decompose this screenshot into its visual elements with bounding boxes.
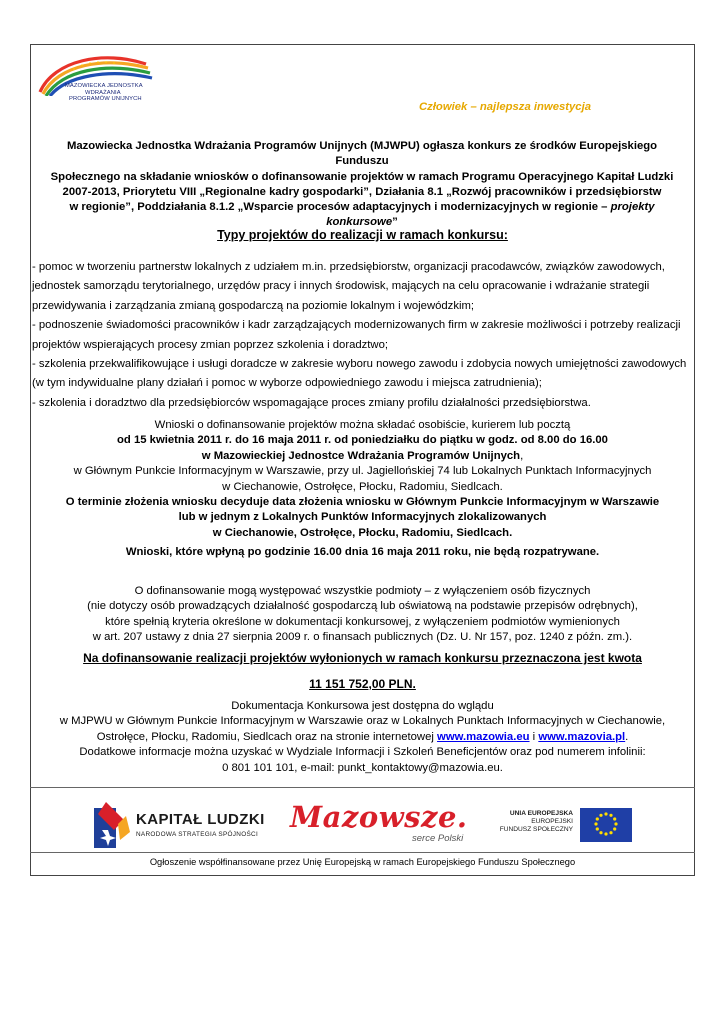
documentation-text: Ostrołęce, Płocku, Radomiu, Siedlcach oraz na stronie internetowej [96, 730, 438, 743]
eligibility-info [30, 584, 695, 646]
documentation-line: w MJPWU w Głównym Punkcie Informacyjnym w Warszawie oraz w Lokalnych Punktach Informacyjnych w Ciechanowie, [59, 715, 666, 728]
documentation-info [30, 699, 695, 776]
list-item: projektów wspierających procesy zmian poprzez szkolenia i doradztwo; [32, 338, 389, 351]
eu-line: FUNDUSZ SPOŁECZNY [499, 826, 573, 833]
kl-subtitle: NARODOWA STRATEGIA SPÓJNOŚCI [136, 831, 259, 838]
intro-announcement [42, 139, 682, 231]
submission-dates: od 15 kwietnia 2011 r. do 16 maja 2011 r. od poniedziałku do piątku w godz. od 8.00 do 16.00 [117, 434, 608, 447]
deadline-note: Wnioski, które wpłyną po godzinie 16.00 dnia 16 maja 2011 roku, nie będą rozpatrywane. [125, 546, 600, 558]
eligibility-line: które spełnią kryteria określone w dokumentacji konkursowej, z wyłączeniem podmiotów wymienionych [105, 615, 620, 628]
submission-line: w Ciechanowie, Ostrołęce, Płocku, Radomiu, Siedlcach. [212, 526, 513, 539]
logo-text [65, 83, 143, 103]
types-title: Typy projektów do realizacji w ramach konkursu: [217, 228, 508, 242]
eu-line: EUROPEJSKI [531, 818, 573, 825]
kapital-ludzki-logo [92, 800, 267, 852]
funding-line: Na dofinansowanie realizacji projektów wyłonionych w ramach konkursu przeznaczona jest kwota [83, 651, 642, 665]
kl-emblem-icon [92, 800, 132, 850]
eu-stars-icon [580, 808, 632, 842]
footer-separator [30, 787, 695, 788]
logo-line: WDRAŻANIA [85, 89, 121, 96]
intro-line: Społecznego na składanie wniosków o dofinansowanie projektów w ramach Programu Operacyjnego Kapitał Ludzki [50, 170, 674, 183]
eu-line: UNIA EUROPEJSKA [509, 810, 573, 817]
intro-line: Mazowiecka Jednostka Wdrażania Programów Unijnych (MJWPU) ogłasza konkurs ze środków Europejskiego Funduszu [66, 140, 658, 168]
eu-logo [493, 806, 633, 844]
mazowsze-title: Mazowsze. [290, 800, 468, 834]
eligibility-line: O dofinansowanie mogą występować wszystkie podmioty – z wyłączeniem osób fizycznych [134, 585, 591, 597]
documentation-text: i [529, 730, 539, 743]
types-list [32, 258, 692, 413]
mazowsze-subtitle: serce Polski [412, 833, 464, 844]
mjwpu-logo [34, 52, 154, 112]
eu-flag-icon [580, 808, 632, 842]
eu-text [493, 810, 573, 834]
mazowsze-logo [286, 800, 476, 850]
list-item: przewidywania i zarządzania zmianą gospodarczą na poziomie lokalnym i wojewódzkim; [32, 299, 475, 312]
submission-line: w Ciechanowie, Ostrołęce, Płocku, Radomiu, Siedlcach. [222, 480, 503, 493]
intro-italic: projekty [610, 201, 655, 214]
footer-note: Ogłoszenie współfinansowane przez Unię Europejską w ramach Europejskiego Funduszu Społecznego [149, 857, 576, 867]
documentation-text: . [625, 730, 629, 743]
list-item: - podnoszenie świadomości pracowników i kadr zarządzających modernizowanych firm w zakresie możliwości i potrzeby realizacji [32, 319, 681, 332]
slogan: Człowiek – najlepsza inwestycja [418, 101, 592, 113]
logo-line: PROGRAMÓW UNIJNYCH [69, 96, 142, 103]
list-item: - pomoc w tworzeniu partnerstw lokalnych z udziałem m.in. przedsiębiorstw, organizacji pracodawców, związków zawodowych, [32, 261, 665, 273]
kl-title: KAPITAŁ LUDZKI [136, 811, 265, 828]
documentation-line: 0 801 101 101, e-mail: punkt_kontaktowy@mazowia.eu. [222, 761, 503, 774]
submission-line: lub w jednym z Lokalnych Punktów Informacyjnych zlokalizowanych [178, 511, 547, 524]
submission-punct: , [520, 449, 524, 462]
documentation-line: Dokumentacja Konkursowa jest dostępna do wglądu [231, 700, 494, 712]
list-item: (w tym indywidualne plany działań i pomoc w wyborze odpowiedniego zawodu i miejsca zatrudnienia); [32, 377, 542, 390]
eligibility-line: (nie dotyczy osób prowadzących działalność gospodarczą lub oświatową na podstawie przepisów odrębnych), [87, 600, 638, 613]
link-mazowia[interactable]: www.mazowia.eu [437, 730, 530, 743]
intro-line-text: w regionie”, Poddziałania 8.1.2 „Wsparcie procesów adaptacyjnych i modernizacyjnych w regionie – [69, 201, 611, 214]
list-item: - szkolenia przekwalifikowujące i usługi doradcze w zakresie wyboru nowego zawodu i zdobycia nowych umiejętności zawodowych [32, 358, 687, 371]
intro-italic: konkursowe [326, 216, 393, 229]
submission-line: Wnioski o dofinansowanie projektów można składać osobiście, kurierem lub pocztą [154, 419, 571, 431]
intro-line: 2007-2013, Priorytetu VIII „Regionalne kadry gospodarki”, Działania 8.1 „Rozwój pracowników i przedsiębiorstw [62, 185, 662, 198]
intro-line-end: ” [392, 216, 398, 229]
list-item: - szkolenia i doradztwo dla przedsiębiorców wspomagające proces zmiany profilu działalności przedsiębiorstwa. [32, 396, 591, 409]
logo-line: MAZOWIECKA JEDNOSTKA [65, 83, 143, 89]
footer-note-separator [30, 852, 695, 853]
documentation-line: Dodatkowe informacje można uzyskać w Wydziale Informacji i Szkoleń Beneficjentów oraz pod numerem infolinii: [79, 746, 646, 759]
intro-line [42, 200, 682, 215]
submission-info [30, 418, 695, 541]
link-mazovia[interactable]: www.mazovia.pl [538, 730, 626, 743]
submission-line: w Głównym Punkcie Informacyjnym w Warszawie, przy ul. Jagiellońskiej 74 lub Lokalnych Punktach Informacyjnych [73, 465, 652, 478]
funding-amount: 11 151 752,00 PLN. [309, 677, 416, 691]
submission-institution: w Mazowieckiej Jednostce Wdrażania Programów Unijnych [201, 449, 521, 462]
submission-line: O terminie złożenia wniosku decyduje data złożenia wniosku w Głównym Punkcie Informacyjnym w Warszawie [65, 496, 660, 509]
submission-line [30, 449, 695, 464]
eligibility-line: w art. 207 ustawy z dnia 27 sierpnia 2009 r. o finansach publicznych (Dz. U. Nr 157, poz. 1240 z późn. zm.). [92, 631, 633, 644]
documentation-line [30, 730, 695, 745]
list-item: jednostek samorządu terytorialnego, urzędów pracy i innych środowisk, mających na celu opracowanie i wdrażanie strategii [32, 280, 650, 293]
